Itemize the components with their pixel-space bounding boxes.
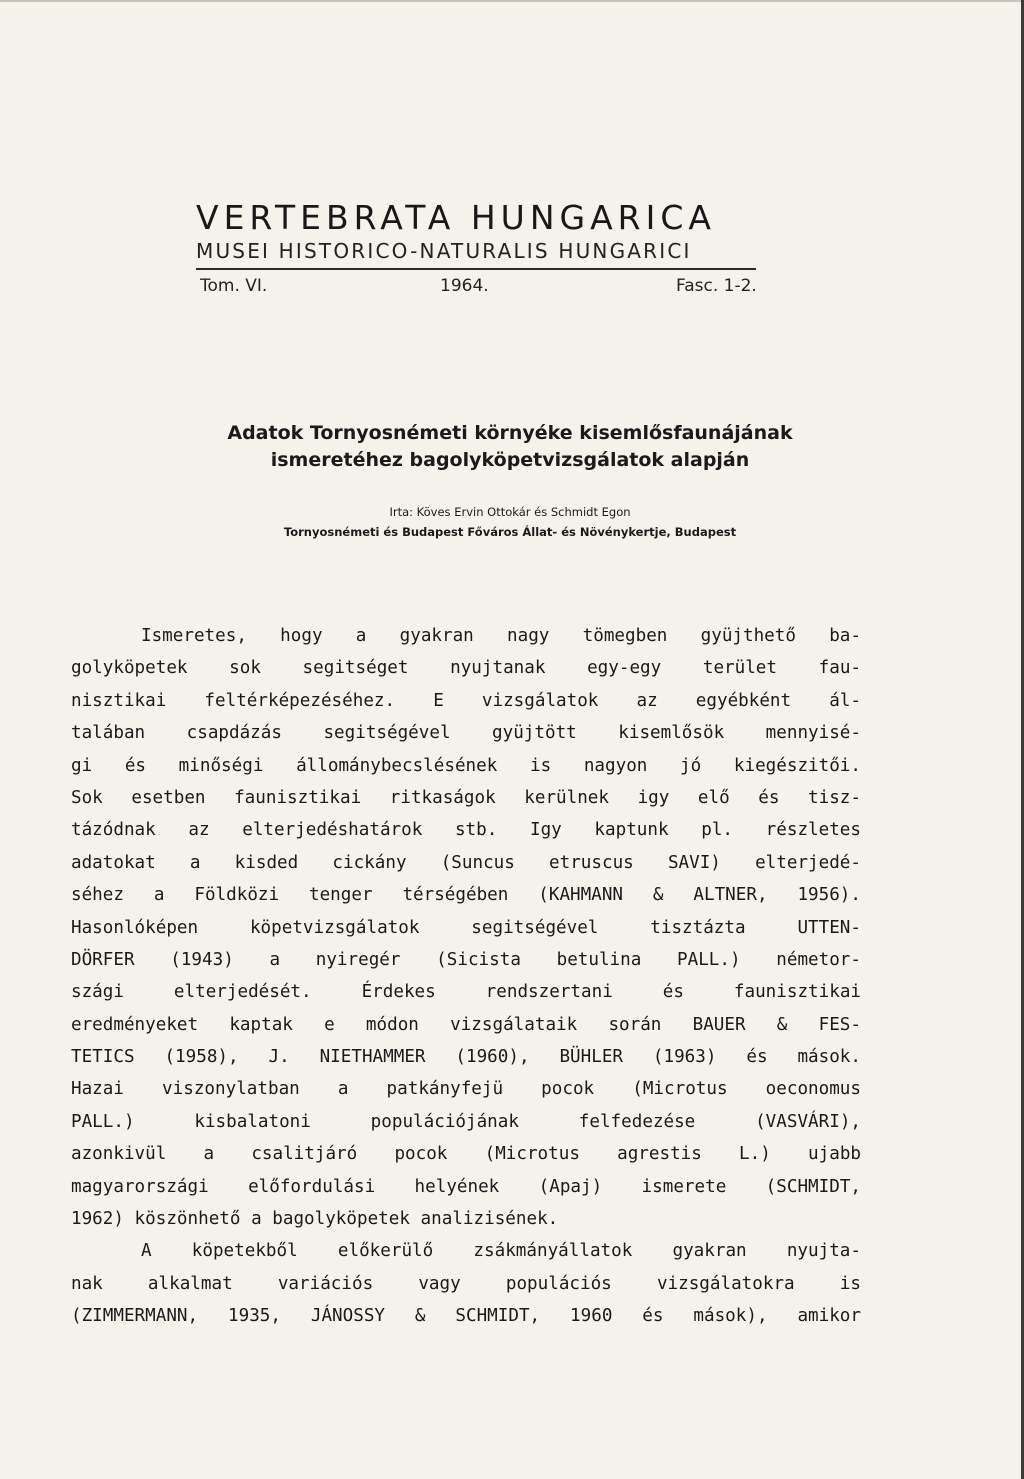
journal-subtitle: MUSEI HISTORICO-NATURALIS HUNGARICI <box>196 239 692 263</box>
body-line: nak alkalmat variációs vagy populációs vizsgálatokra is <box>71 1273 861 1294</box>
body-line: szági elterjedését. Érdekes rendszertani és faunisztikai <box>71 982 861 1003</box>
body-line: adatokat a kisded cickány (Suncus etruscus SAVI) elterjedé- <box>71 852 861 873</box>
body-line: Hazai viszonylatban a patkányfejü pocok (Microtus oeconomus <box>71 1079 861 1100</box>
issue-fascicle: Fasc. 1-2. <box>676 276 757 296</box>
article-authors: Irta: Köves Ervin Ottokár és Schmidt Egon <box>389 505 631 519</box>
body-line: A köpetekből előkerülő zsákmányállatok gyakran nyujta- <box>141 1241 861 1262</box>
body-line: PALL.) kisbalatoni populációjának felfedezése (VASVÁRI), <box>71 1111 861 1132</box>
body-line: magyarországi előfordulási helyének (Apaj) ismerete (SCHMIDT, <box>71 1176 861 1197</box>
body-line: nisztikai feltérképezéséhez. E vizsgálatok az egyébként ál- <box>71 690 861 711</box>
body-line: talában csapdázás segitségével gyüjtött kisemlősök mennyisé- <box>71 723 861 744</box>
body-line: TETICS (1958), J. NIETHAMMER (1960), BÜHLER (1963) és mások. <box>71 1047 861 1068</box>
body-line: (ZIMMERMANN, 1935, JÁNOSSY & SCHMIDT, 1960 és mások), amikor <box>71 1306 861 1327</box>
body-line: DÖRFER (1943) a nyiregér (Sicista betulina PALL.) németor- <box>71 949 861 970</box>
masthead-rule <box>196 268 756 270</box>
body-line: Sok esetben faunisztikai ritkaságok kerülnek igy elő és tisz- <box>71 787 861 808</box>
body-line: azonkivül a csalitjáró pocok (Microtus agrestis L.) ujabb <box>71 1144 861 1165</box>
body-line: séhez a Földközi tenger térségében (KAHMANN & ALTNER, 1956). <box>71 885 861 906</box>
body-line: Hasonlóképen köpetvizsgálatok segitségével tisztázta UTTEN- <box>71 917 861 938</box>
body-line: tázódnak az elterjedéshatárok stb. Igy kaptunk pl. részletes <box>71 820 861 841</box>
article-title-line-2: ismeretéhez bagolyköpetvizsgálatok alapján <box>270 449 750 471</box>
body-line: Ismeretes, hogy a gyakran nagy tömegben gyüjthető ba- <box>141 626 861 646</box>
issue-year: 1964. <box>440 276 489 296</box>
issue-info <box>196 276 766 304</box>
article-body <box>71 620 861 1333</box>
issue-volume: Tom. VI. <box>200 276 268 296</box>
body-line: eredményeket kaptak e módon vizsgálataik során BAUER & FES- <box>71 1014 861 1035</box>
page-top-edge <box>0 0 1024 2</box>
body-line: 1962) köszönhető a bagolyköpetek analizisének. <box>71 1209 559 1230</box>
article-affiliation: Tornyosnémeti és Budapest Főváros Állat- és Növénykertje, Budapest <box>283 525 737 539</box>
article-byline <box>110 502 910 542</box>
article-title <box>110 420 910 474</box>
body-line: golyköpetek sok segitséget nyujtanak egy-egy terület fau- <box>71 658 861 679</box>
journal-masthead <box>196 198 766 304</box>
body-line: gi és minőségi állománybecslésének is nagyon jó kiegészitői. <box>71 755 861 776</box>
article-title-line-1: Adatok Tornyosnémeti környéke kisemlősfaunájának <box>227 422 793 444</box>
journal-title: VERTEBRATA HUNGARICA <box>196 198 716 237</box>
